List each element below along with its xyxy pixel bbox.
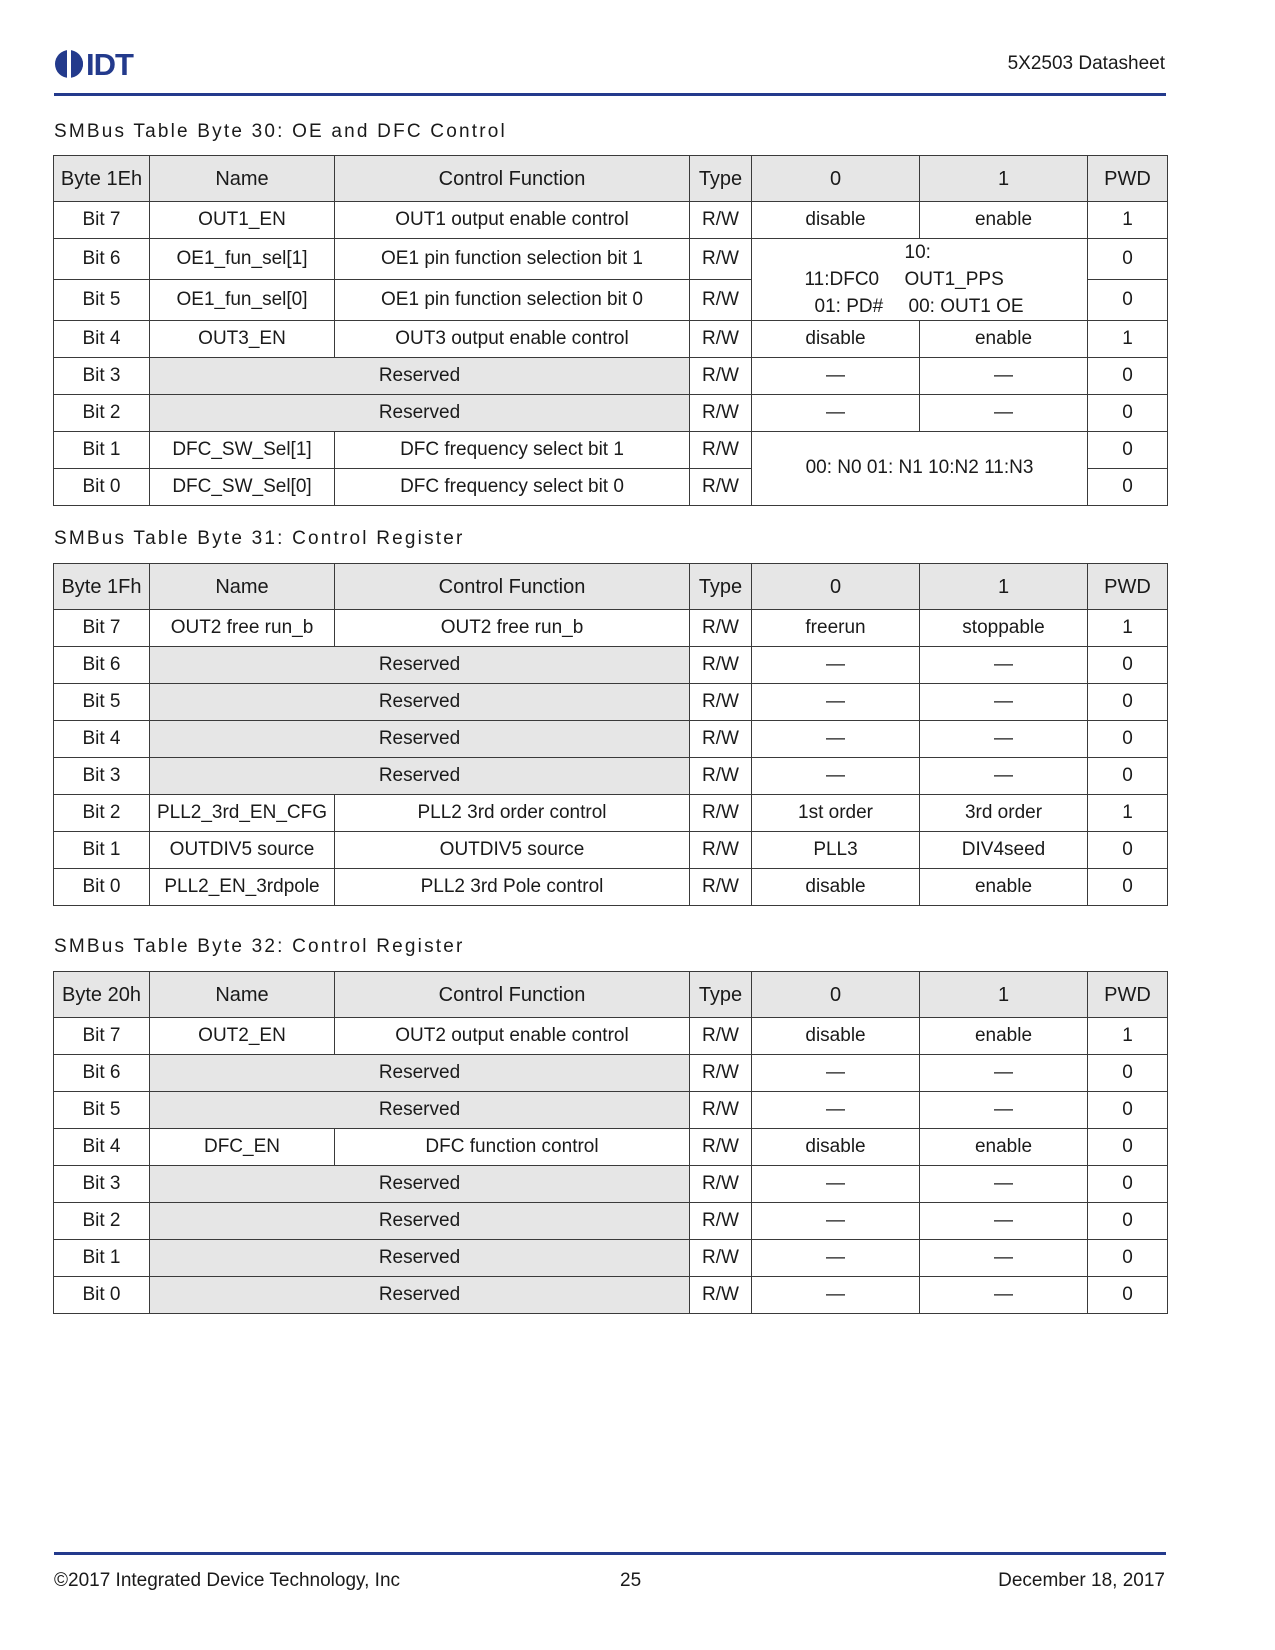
value-1-cell: enable xyxy=(920,321,1088,358)
value-1-cell: — xyxy=(920,758,1088,795)
function-cell: OUT2 free run_b xyxy=(335,610,690,647)
table-row xyxy=(54,202,1168,239)
value-0-cell: — xyxy=(752,721,920,758)
value-0-cell: — xyxy=(752,1277,920,1314)
value-1-cell: — xyxy=(920,358,1088,395)
name-cell: DFC_EN xyxy=(150,1129,335,1166)
type-cell: R/W xyxy=(690,321,752,358)
logo-text: IDT xyxy=(86,46,133,82)
bit-cell: Bit 5 xyxy=(54,1092,150,1129)
pwd-cell: 1 xyxy=(1088,202,1168,239)
oe1-value-01: 01: PD# xyxy=(814,296,884,317)
pwd-cell: 0 xyxy=(1088,758,1168,795)
header-value-1: 1 xyxy=(920,564,1088,610)
bit-cell: Bit 4 xyxy=(54,321,150,358)
type-cell: R/W xyxy=(690,1203,752,1240)
value-1-cell: — xyxy=(920,1240,1088,1277)
table-header-row xyxy=(54,972,1168,1018)
value-1-cell: DIV4seed xyxy=(920,832,1088,869)
header-value-1: 1 xyxy=(920,972,1088,1018)
type-cell: R/W xyxy=(690,280,752,321)
header-control-function: Control Function xyxy=(335,156,690,202)
header-type: Type xyxy=(690,156,752,202)
type-cell: R/W xyxy=(690,832,752,869)
bit-cell: Bit 0 xyxy=(54,1277,150,1314)
type-cell: R/W xyxy=(690,647,752,684)
function-cell: DFC frequency select bit 1 xyxy=(335,432,690,469)
value-1-cell: — xyxy=(920,647,1088,684)
header-value-0: 0 xyxy=(752,972,920,1018)
page-number: 25 xyxy=(620,1570,642,1591)
function-cell: OUT1 output enable control xyxy=(335,202,690,239)
type-cell: R/W xyxy=(690,239,752,280)
table-header-row xyxy=(54,564,1168,610)
dfc-select-values-cell: 00: N0 01: N1 10:N2 11:N3 xyxy=(752,432,1088,506)
type-cell: R/W xyxy=(690,758,752,795)
bit-cell: Bit 0 xyxy=(54,869,150,906)
type-cell: R/W xyxy=(690,684,752,721)
footer-date: December 18, 2017 xyxy=(998,1570,1165,1591)
header-value-1: 1 xyxy=(920,156,1088,202)
value-1-cell: — xyxy=(920,1092,1088,1129)
value-0-cell: — xyxy=(752,1203,920,1240)
name-cell: OUT2 free run_b xyxy=(150,610,335,647)
value-1-cell: — xyxy=(920,684,1088,721)
reserved-cell: Reserved xyxy=(150,647,690,684)
header-rule xyxy=(54,93,1166,96)
function-cell: OUT3 output enable control xyxy=(335,321,690,358)
bit-cell: Bit 5 xyxy=(54,280,150,321)
type-cell: R/W xyxy=(690,1240,752,1277)
header-value-0: 0 xyxy=(752,156,920,202)
pwd-cell: 0 xyxy=(1088,721,1168,758)
bit-cell: Bit 0 xyxy=(54,469,150,506)
header-pwd: PWD xyxy=(1088,156,1168,202)
reserved-cell: Reserved xyxy=(150,1277,690,1314)
reserved-cell: Reserved xyxy=(150,358,690,395)
type-cell: R/W xyxy=(690,795,752,832)
pwd-cell: 0 xyxy=(1088,832,1168,869)
header-byte: Byte 1Eh xyxy=(54,156,150,202)
value-0-cell: — xyxy=(752,358,920,395)
type-cell: R/W xyxy=(690,1277,752,1314)
function-cell: OUTDIV5 source xyxy=(335,832,690,869)
table-row xyxy=(54,832,1168,869)
pwd-cell: 0 xyxy=(1088,1129,1168,1166)
value-1-cell: — xyxy=(920,395,1088,432)
table-row xyxy=(54,1203,1168,1240)
header-name: Name xyxy=(150,564,335,610)
table-row xyxy=(54,1166,1168,1203)
register-table-byte-31 xyxy=(53,563,1168,906)
table-title-byte-30: SMBus Table Byte 30: OE and DFC Control xyxy=(54,121,507,142)
table-row xyxy=(54,1018,1168,1055)
type-cell: R/W xyxy=(690,610,752,647)
bit-cell: Bit 6 xyxy=(54,1055,150,1092)
header-byte: Byte 20h xyxy=(54,972,150,1018)
bit-cell: Bit 1 xyxy=(54,1240,150,1277)
reserved-cell: Reserved xyxy=(150,1203,690,1240)
table-row xyxy=(54,1277,1168,1314)
table-header-row xyxy=(54,156,1168,202)
table-row xyxy=(54,795,1168,832)
bit-cell: Bit 4 xyxy=(54,1129,150,1166)
type-cell: R/W xyxy=(690,469,752,506)
reserved-cell: Reserved xyxy=(150,1055,690,1092)
table-title-byte-31: SMBus Table Byte 31: Control Register xyxy=(54,528,465,549)
idt-logo xyxy=(54,46,133,82)
type-cell: R/W xyxy=(690,1129,752,1166)
function-cell: DFC frequency select bit 0 xyxy=(335,469,690,506)
pwd-cell: 0 xyxy=(1088,1240,1168,1277)
value-0-cell: disable xyxy=(752,1129,920,1166)
bit-cell: Bit 2 xyxy=(54,1203,150,1240)
doc-title: 5X2503 Datasheet xyxy=(1007,53,1165,74)
table-row xyxy=(54,432,1168,469)
reserved-cell: Reserved xyxy=(150,1240,690,1277)
table-title-byte-32: SMBus Table Byte 32: Control Register xyxy=(54,936,465,957)
type-cell: R/W xyxy=(690,1055,752,1092)
bit-cell: Bit 7 xyxy=(54,1018,150,1055)
table-row xyxy=(54,1055,1168,1092)
value-0-cell: disable xyxy=(752,202,920,239)
reserved-cell: Reserved xyxy=(150,1092,690,1129)
table-row xyxy=(54,321,1168,358)
value-0-cell: 1st order xyxy=(752,795,920,832)
function-cell: PLL2 3rd Pole control xyxy=(335,869,690,906)
value-0-cell: disable xyxy=(752,869,920,906)
register-table-byte-30 xyxy=(53,155,1168,506)
value-0-cell: — xyxy=(752,758,920,795)
function-cell: PLL2 3rd order control xyxy=(335,795,690,832)
bit-cell: Bit 4 xyxy=(54,721,150,758)
value-0-cell: — xyxy=(752,1240,920,1277)
idt-logo-mark-icon xyxy=(54,49,84,79)
header-control-function: Control Function xyxy=(335,564,690,610)
name-cell: OUT2_EN xyxy=(150,1018,335,1055)
value-1-cell: — xyxy=(920,1166,1088,1203)
type-cell: R/W xyxy=(690,721,752,758)
value-0-cell: — xyxy=(752,1055,920,1092)
function-cell: DFC function control xyxy=(335,1129,690,1166)
table-row xyxy=(54,358,1168,395)
reserved-cell: Reserved xyxy=(150,758,690,795)
type-cell: R/W xyxy=(690,432,752,469)
bit-cell: Bit 2 xyxy=(54,395,150,432)
value-1-cell: 3rd order xyxy=(920,795,1088,832)
pwd-cell: 1 xyxy=(1088,610,1168,647)
value-0-cell: — xyxy=(752,1092,920,1129)
table-row xyxy=(54,610,1168,647)
type-cell: R/W xyxy=(690,1166,752,1203)
name-cell: DFC_SW_Sel[0] xyxy=(150,469,335,506)
oe1-function-values-cell xyxy=(752,239,1088,321)
value-1-cell: enable xyxy=(920,1018,1088,1055)
table-row xyxy=(54,239,1168,280)
pwd-cell: 0 xyxy=(1088,239,1168,280)
header-name: Name xyxy=(150,156,335,202)
oe1-value-10: 10: OUT1_PPS xyxy=(904,242,1004,290)
table-row xyxy=(54,684,1168,721)
type-cell: R/W xyxy=(690,202,752,239)
value-0-cell: — xyxy=(752,395,920,432)
table-row xyxy=(54,1240,1168,1277)
reserved-cell: Reserved xyxy=(150,1166,690,1203)
value-1-cell: enable xyxy=(920,869,1088,906)
table-row xyxy=(54,721,1168,758)
value-1-cell: — xyxy=(920,1277,1088,1314)
type-cell: R/W xyxy=(690,1092,752,1129)
oe1-value-00: 00: OUT1 OE xyxy=(908,296,1024,317)
bit-cell: Bit 3 xyxy=(54,1166,150,1203)
header-control-function: Control Function xyxy=(335,972,690,1018)
type-cell: R/W xyxy=(690,1018,752,1055)
value-1-cell: enable xyxy=(920,1129,1088,1166)
value-0-cell: — xyxy=(752,1166,920,1203)
bit-cell: Bit 7 xyxy=(54,610,150,647)
table-row xyxy=(54,1129,1168,1166)
pwd-cell: 1 xyxy=(1088,795,1168,832)
pwd-cell: 0 xyxy=(1088,684,1168,721)
table-row xyxy=(54,1092,1168,1129)
footer-copyright: ©2017 Integrated Device Technology, Inc xyxy=(54,1570,401,1591)
pwd-cell: 0 xyxy=(1088,869,1168,906)
value-1-cell: stoppable xyxy=(920,610,1088,647)
pwd-cell: 0 xyxy=(1088,395,1168,432)
pwd-cell: 0 xyxy=(1088,1055,1168,1092)
bit-cell: Bit 5 xyxy=(54,684,150,721)
function-cell: OE1 pin function selection bit 1 xyxy=(335,239,690,280)
type-cell: R/W xyxy=(690,869,752,906)
name-cell: OUTDIV5 source xyxy=(150,832,335,869)
bit-cell: Bit 6 xyxy=(54,239,150,280)
table-row xyxy=(54,758,1168,795)
header-pwd: PWD xyxy=(1088,972,1168,1018)
type-cell: R/W xyxy=(690,395,752,432)
value-0-cell: PLL3 xyxy=(752,832,920,869)
name-cell: OUT1_EN xyxy=(150,202,335,239)
oe1-value-11: 11:DFC0 xyxy=(804,269,880,290)
pwd-cell: 0 xyxy=(1088,358,1168,395)
value-1-cell: — xyxy=(920,1055,1088,1092)
value-1-cell: — xyxy=(920,721,1088,758)
reserved-cell: Reserved xyxy=(150,684,690,721)
register-table-byte-32 xyxy=(53,971,1168,1314)
value-0-cell: — xyxy=(752,647,920,684)
pwd-cell: 0 xyxy=(1088,1277,1168,1314)
name-cell: PLL2_EN_3rdpole xyxy=(150,869,335,906)
function-cell: OUT2 output enable control xyxy=(335,1018,690,1055)
header-type: Type xyxy=(690,972,752,1018)
header-name: Name xyxy=(150,972,335,1018)
reserved-cell: Reserved xyxy=(150,395,690,432)
type-cell: R/W xyxy=(690,358,752,395)
pwd-cell: 0 xyxy=(1088,647,1168,684)
pwd-cell: 0 xyxy=(1088,1092,1168,1129)
value-0-cell: — xyxy=(752,684,920,721)
footer-rule xyxy=(54,1552,1166,1555)
table-row xyxy=(54,647,1168,684)
pwd-cell: 1 xyxy=(1088,1018,1168,1055)
function-cell: OE1 pin function selection bit 0 xyxy=(335,280,690,321)
name-cell: PLL2_3rd_EN_CFG xyxy=(150,795,335,832)
value-0-cell: disable xyxy=(752,1018,920,1055)
pwd-cell: 0 xyxy=(1088,280,1168,321)
bit-cell: Bit 3 xyxy=(54,758,150,795)
bit-cell: Bit 1 xyxy=(54,832,150,869)
name-cell: OUT3_EN xyxy=(150,321,335,358)
pwd-cell: 0 xyxy=(1088,1166,1168,1203)
pwd-cell: 0 xyxy=(1088,432,1168,469)
oe1-values-grid xyxy=(805,239,1035,320)
value-1-cell: enable xyxy=(920,202,1088,239)
header-byte: Byte 1Fh xyxy=(54,564,150,610)
bit-cell: Bit 1 xyxy=(54,432,150,469)
bit-cell: Bit 6 xyxy=(54,647,150,684)
bit-cell: Bit 3 xyxy=(54,358,150,395)
name-cell: DFC_SW_Sel[1] xyxy=(150,432,335,469)
table-row xyxy=(54,395,1168,432)
pwd-cell: 1 xyxy=(1088,321,1168,358)
bit-cell: Bit 2 xyxy=(54,795,150,832)
pwd-cell: 0 xyxy=(1088,469,1168,506)
value-0-cell: freerun xyxy=(752,610,920,647)
name-cell: OE1_fun_sel[0] xyxy=(150,280,335,321)
name-cell: OE1_fun_sel[1] xyxy=(150,239,335,280)
header-type: Type xyxy=(690,564,752,610)
value-0-cell: disable xyxy=(752,321,920,358)
header-pwd: PWD xyxy=(1088,564,1168,610)
value-1-cell: — xyxy=(920,1203,1088,1240)
reserved-cell: Reserved xyxy=(150,721,690,758)
bit-cell: Bit 7 xyxy=(54,202,150,239)
table-row xyxy=(54,869,1168,906)
pwd-cell: 0 xyxy=(1088,1203,1168,1240)
header-value-0: 0 xyxy=(752,564,920,610)
